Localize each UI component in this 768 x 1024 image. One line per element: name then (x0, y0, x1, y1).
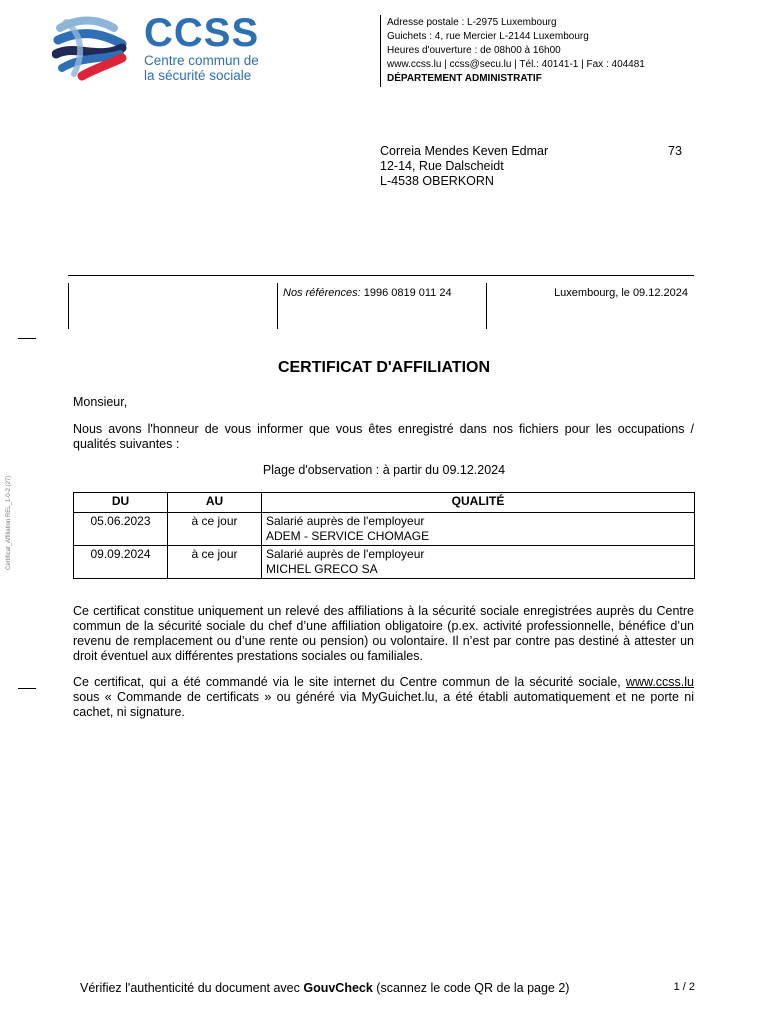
fold-mark-bottom (18, 688, 36, 689)
generation-text-after: sous « Commande de certificats » ou généré via MyGuichet.lu, a été établi automatiquement et ne porte ni cachet, ni signature. (73, 690, 694, 719)
cell-au: à ce jour (168, 546, 262, 579)
footer-text-before: Vérifiez l'authenticité du document avec (80, 981, 304, 995)
cell-au: à ce jour (168, 513, 262, 546)
observation-range: Plage d'observation : à partir du 09.12.2024 (262, 463, 506, 477)
qualite-line-2: MICHEL GRECO SA (266, 562, 378, 576)
header-du: DU (74, 493, 168, 513)
cell-qualite (262, 546, 695, 579)
references-label: Nos références: (283, 287, 361, 299)
reference-divider-2 (277, 283, 278, 329)
footer-verification (80, 981, 569, 995)
reference-divider-1 (68, 283, 69, 329)
footer-text-after: (scannez le code QR de la page 2) (372, 981, 570, 995)
header-au: AU (168, 493, 262, 513)
table-row (74, 546, 695, 579)
intro-paragraph: Nous avons l'honneur de vous informer que vous êtes enregistré dans nos fichiers pour les occupations / qualités suivantes : (73, 422, 694, 451)
ccss-website-link[interactable]: www.ccss.lu (625, 675, 694, 689)
logo-brand: CCSS (144, 11, 260, 55)
reference-top-rule (68, 275, 694, 276)
qualite-line-2: ADEM - SERVICE CHOMAGE (266, 529, 430, 543)
ccss-logo-icon (52, 14, 128, 84)
contact-block (387, 16, 645, 86)
page-number: 1 / 2 (673, 981, 695, 993)
qualite-line-1: Salarié auprès de l'employeur (266, 547, 425, 561)
generation-text-before: Ce certificat, qui a été commandé via le site internet du Centre commun de la sécurité sociale, (73, 675, 626, 689)
contact-department: DÉPARTEMENT ADMINISTRATIF (387, 73, 542, 84)
qualite-line-1: Salarié auprès de l'employeur (266, 514, 425, 528)
logo-line-2: la sécurité sociale (144, 68, 252, 83)
document-title: CERTIFICAT D'AFFILIATION (277, 359, 491, 376)
fold-mark-top (18, 338, 36, 339)
cell-qualite (262, 513, 695, 546)
reference-divider-3 (486, 283, 487, 329)
contact-divider (380, 15, 381, 87)
cell-du: 09.09.2024 (74, 546, 168, 579)
logo-text (144, 13, 259, 83)
footer-gouvcheck: GouvCheck (303, 981, 373, 995)
table-header-row (74, 493, 695, 513)
place-date: Luxembourg, le 09.12.2024 (554, 287, 688, 299)
recipient-city: L-4538 OBERKORN (380, 174, 494, 188)
contact-postal: Adresse postale : L-2975 Luxembourg (387, 17, 557, 28)
contact-hours: Heures d'ouverture : de 08h00 à 16h00 (387, 45, 561, 56)
header-qualite: QUALITÉ (262, 493, 695, 513)
disclaimer-paragraph: Ce certificat constitue uniquement un relevé des affiliations à la sécurité sociale enregistrées auprès du Centre commun de la sécurité sociale du chef d’une affiliation obligatoire (p.ex. activité professionnelle, bénéfice d’un revenu de remplacement ou d’une rente ou pension) ou volontaire. Il n’est par contre pas destiné à attester un droit éventuel aux différentes prestations sociales ou familiales. (73, 604, 694, 663)
affiliation-table (73, 492, 695, 579)
side-reference-text: Certificat_Affiliation REL_1-0-2 (27) (6, 475, 12, 570)
contact-web: www.ccss.lu | ccss@secu.lu | Tél.: 40141-1 | Fax : 404481 (387, 59, 645, 70)
recipient-address (380, 144, 548, 189)
generation-paragraph (73, 675, 694, 720)
cell-du: 05.06.2023 (74, 513, 168, 546)
salutation: Monsieur, (73, 395, 128, 409)
logo-line-1: Centre commun de (144, 53, 259, 68)
table-row (74, 513, 695, 546)
recipient-name: Correia Mendes Keven Edmar (380, 144, 549, 158)
our-references (283, 287, 452, 299)
recipient-street: 12-14, Rue Dalscheidt (380, 159, 504, 173)
contact-guichets: Guichets : 4, rue Mercier L-2144 Luxembourg (387, 31, 589, 42)
ccss-logo (52, 14, 128, 84)
references-value: 1996 0819 011 24 (360, 287, 452, 299)
recipient-code: 73 (668, 144, 682, 158)
